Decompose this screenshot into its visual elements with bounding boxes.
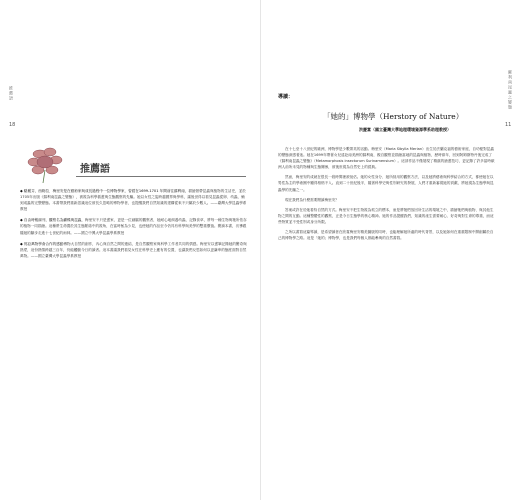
- author-byline: 洪慶富（國立臺灣大學地理環境資源學系助理教授）: [359, 127, 451, 132]
- body-paragraph: 然而，梅里安的成就在很長一段時間裡被低估。她的女性身分、她所採用的觀察方法，以及她將藝術與科學結合的方式，都使她在以男性為主的學術圈中顯得格格不入。直到二十世紀後半，隨著科學史與性別研究的發展，人們才重新審視她的貢獻，將她視為生態學與昆蟲學的先驅之一。: [278, 175, 494, 192]
- body-paragraph: 在十七至十八世紀的歐洲，博物學是少數菁英的活動。梅里安（Maria Sibylla Merian）出生於法蘭克福的藝術家庭，自幼便對昆蟲的變態深感著迷。她在1699年帶著女兒遠赴南美洲的蘇利南，親自觀察並描繪當地的昆蟲與植物，歷時兩年，回到阿姆斯特丹後完成了《蘇利南昆蟲之變態》（Metamorphosis insectorum Surinamensium）。這部作品不僅展現了精湛的繪畫技巧，更記錄了許多當時歐洲人前所未見的物種與生態關係，被後世視為自然史上的經典。: [278, 147, 495, 170]
- flower-illustration: [20, 140, 72, 184]
- recommendation-text: 描繪熱帶昆蟲與植物的生活史，並於1705年出版《蘇利南昆蟲之變態》，被視為科學插畫與生態觀察的先驅。她以女性之姿跨越國界與學科，讓後世得以看見昆蟲從卵、幼蟲、蛹到成蟲的完整變態。本書帶我們重新認識這位被長久忽略的博物學者，也提醒我們自然知識的建構從來不只屬於少數人。——臺灣大學昆蟲學系教授: [20, 189, 247, 212]
- recommendation-text: 博物大自然的創作，內心與自然之間的連結，是自然觀察家與科學工作者共同的情感。梅里安以畫筆記錄她的驚奇與熱愛，這份熱情跨越三百年，仍能觸動今日的讀者。這本書讓我們看見女性在科學史上應有的位置，也讓我們反思如何以更謙卑的態度面對自然萬物。——國立臺灣大學昆蟲學系教授: [20, 241, 247, 258]
- section-title: 推薦語: [80, 164, 110, 175]
- article-title: 「她的」博物學（Herstory of Nature）: [323, 112, 464, 121]
- right-page-number: 11: [505, 122, 512, 128]
- intro-label: 導讀：: [278, 94, 294, 100]
- article-body: [278, 146, 496, 245]
- recommendation-lead: ◆ 駱麗芬，西勒拉．梅里安是在藝術家與成長過程中一位博物學家，曾經在1699-1701 年間前往蘇利南，: [20, 189, 189, 193]
- body-paragraph: 答案或許在於她看待自然的方式。梅里安不把生物視為孤立的標本，而是將牠們放回所生活的環境之中，描繪牠們與植物、與其他生物之間的互動。這種整體性的觀察，正是今日生態學的核心精神。她的作品提醒我們，知識的產生需要耐心、好奇與對生命的尊重，而這些特質並不受性別或身分所限。: [278, 207, 494, 224]
- recommendation-list: [20, 188, 248, 264]
- left-page-number: 18: [9, 122, 16, 128]
- right-page: [260, 0, 520, 500]
- recommendation-item: [20, 241, 248, 259]
- body-paragraph: 現在我們為什麼需要閱讀梅里安？: [285, 197, 339, 202]
- left-running-head: 推薦語: [9, 86, 14, 101]
- recommendation-text: 梅里安不只是畫家，更是一位細膩的觀察者，她耐心地飼養幼蟲、記錄食草，將每一種生物與牠所依存的植物一同描繪。這種將生命置於其生態脈絡中的視角，在當時極為少見，也使她的作品至今仍具有科學與美學的雙重價值。閱讀本書，彷彿跟隨她的腳步走進十七世紀的雨林。——國立中興大學昆蟲學系教授: [20, 218, 247, 235]
- recommendation-item: [20, 188, 248, 212]
- recommendation-lead: ◆ 自由時報副刊，觀察名為蝴蝶與昆蟲，: [20, 218, 85, 223]
- title-divider: [76, 176, 246, 177]
- recommendation-lead: ◆ 郭亞萬物學會合作的感動: [20, 241, 64, 246]
- body-paragraph: 之所以書寫這篇導讀，是希望讀者在欣賞梅里安精美圖版的同時，也能理解她所處的時代背景，以及她如何在重重限制中開創屬於自己的博物學之路。這是「她的」博物學，也是我們每個人都能參與的自然書寫。: [278, 230, 494, 241]
- recommendation-item: [20, 217, 248, 235]
- right-running-head: 蘇利南昆蟲之變態: [508, 70, 513, 110]
